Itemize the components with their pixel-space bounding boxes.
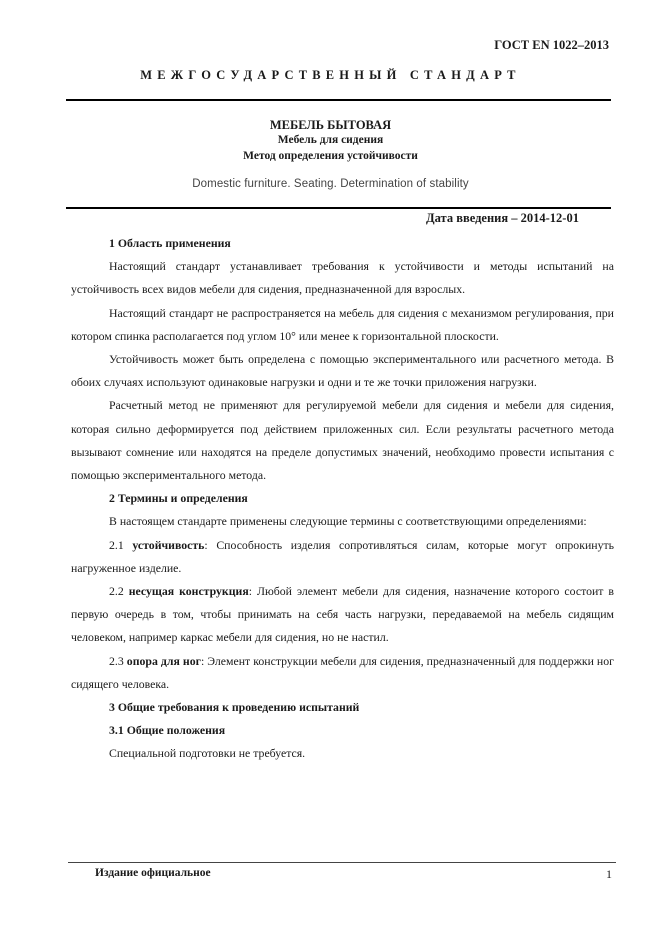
- header-divider: [66, 99, 611, 101]
- paragraph: Специальной подготовки не требуется.: [109, 746, 306, 761]
- document-body: [71, 232, 614, 766]
- introduction-date: Дата введения – 2014-12-01: [426, 211, 579, 225]
- term-number: 2.1: [109, 537, 124, 552]
- title-sub: Мебель для сидения: [277, 134, 384, 146]
- title-main: МЕБЕЛЬ БЫТОВАЯ: [269, 118, 392, 132]
- interstate-standard-heading: МЕЖГОСУДАРСТВЕННЫЙ СТАНДАРТ: [140, 68, 521, 82]
- document-code: ГОСТ EN 1022–2013: [494, 38, 609, 52]
- term-definition: [71, 534, 614, 580]
- term-text: : Элемент конструкции мебели для сидения, предназначенный для поддержки ног сидящего человека.: [71, 653, 614, 691]
- footer-divider: [68, 862, 616, 863]
- term-number: 2.3: [109, 653, 124, 668]
- section-2-heading: 2 Термины и определения: [109, 491, 248, 506]
- english-title: Domestic furniture. Seating. Determination of stability: [192, 178, 469, 190]
- paragraph: Устойчивость может быть определена с помощью экспериментального или расчетного метода. В обоих случаях используют одинаковые нагрузки и одни и те же точки приложения нагрузки.: [71, 352, 614, 390]
- title-divider: [66, 207, 611, 209]
- title-method: Метод определения устойчивости: [243, 150, 418, 162]
- edition-label: Издание официальное: [95, 867, 211, 879]
- term-definition: [71, 580, 614, 650]
- page-number: 1: [606, 867, 612, 881]
- section-3-heading: 3 Общие требования к проведению испытаний: [109, 700, 360, 715]
- section-1-heading: 1 Область применения: [109, 236, 231, 250]
- paragraph: Настоящий стандарт устанавливает требования к устойчивости и методы испытаний на устойчивость всех видов мебели для сидения, предназначенной для взрослых.: [71, 259, 614, 297]
- term-name: устойчивость: [132, 537, 205, 552]
- term-text: : Способность изделия сопротивляться силам, которые могут опрокинуть нагруженное изделие.: [71, 537, 614, 575]
- term-text: : Любой элемент мебели для сидения, назначение которого состоит в первую очередь в том, чтобы принимать на себя часть нагрузки, передаваемой на мебель сидящим человеком, например каркас мебели для сидения, но не настил.: [71, 584, 614, 645]
- paragraph: Настоящий стандарт не распространяется на мебель для сидения с механизмом регулирования, при котором спинка располагается под углом 10° или менее к горизонтальной плоскости.: [71, 305, 614, 343]
- title-block: [0, 117, 661, 164]
- term-name: несущая конструкция: [128, 584, 249, 599]
- section-3-1-heading: 3.1 Общие положения: [109, 723, 226, 738]
- term-number: 2.2: [109, 584, 124, 599]
- paragraph: В настоящем стандарте применены следующие термины с соответствующими определениями:: [109, 514, 587, 529]
- term-name: опора для ног: [126, 653, 201, 668]
- paragraph: Расчетный метод не применяют для регулируемой мебели для сидения и мебели для сидения, которая сильно деформируется под действием приложенных сил. Если результаты расчетного метода вызывают сомнение или находятся на пределе допустимых значений, необходимо провести испытания с помощью экспериментального метода.: [71, 398, 614, 483]
- term-definition: [71, 650, 614, 696]
